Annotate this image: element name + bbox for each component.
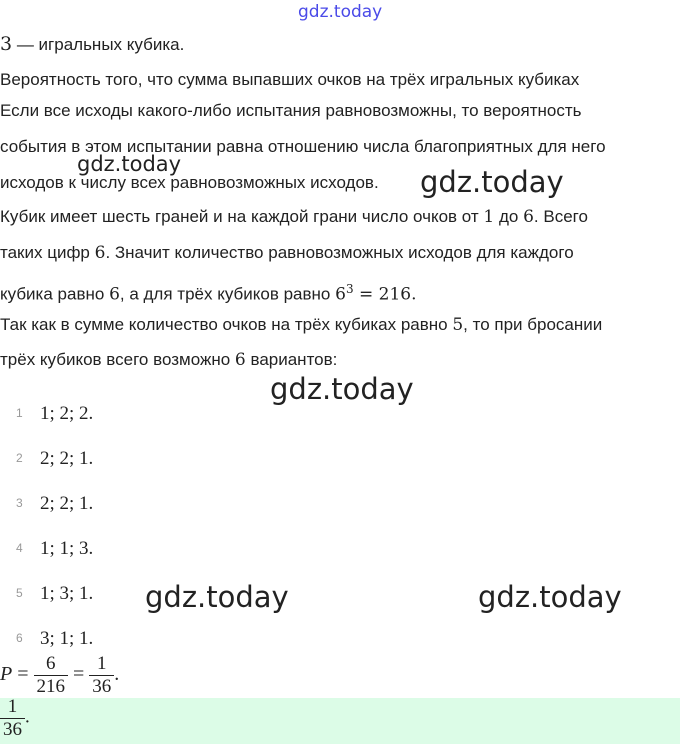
text-line: кубика равно 6, а для трёх кубиков равно $6^3 = 216$.: [0, 282, 417, 305]
text-line: 3 — игральных кубика.: [0, 33, 185, 55]
watermark: gdz.today: [270, 372, 414, 406]
watermark: gdz.today: [420, 165, 564, 199]
probability-formula: P = $\frac{6}{216}$ = $\frac{1}{36}$ .: [0, 653, 120, 697]
answer-value: $\frac{1}{36}$ .: [0, 698, 30, 741]
text-line: исходов к числу всех равновозможных исходов.: [0, 173, 379, 192]
text-line: трёх кубиков всего возможно 6 вариантов:: [0, 350, 338, 370]
watermark: gdz.today: [298, 2, 383, 22]
text-line: события в этом испытании равна отношению числа благоприятных для него: [0, 137, 606, 156]
text-line: Так как в сумме количество очков на трёх кубиках равно 5, то при бросании: [0, 315, 603, 335]
text-line: таких цифр 6. Значит количество равновозможных исходов для каждого: [0, 243, 574, 263]
text-line: Вероятность того, что сумма выпавших очков на трёх игральных кубиках: [0, 70, 580, 89]
watermark: gdz.today: [478, 580, 622, 614]
answer-box: [0, 698, 680, 744]
text-line: Если все исходы какого-либо испытания равновозможны, то вероятность: [0, 101, 582, 120]
watermark: gdz.today: [77, 152, 182, 176]
text-line: Кубик имеет шесть граней и на каждой грани число очков от 1 до 6. Всего: [0, 207, 588, 227]
watermark: gdz.today: [145, 580, 289, 614]
